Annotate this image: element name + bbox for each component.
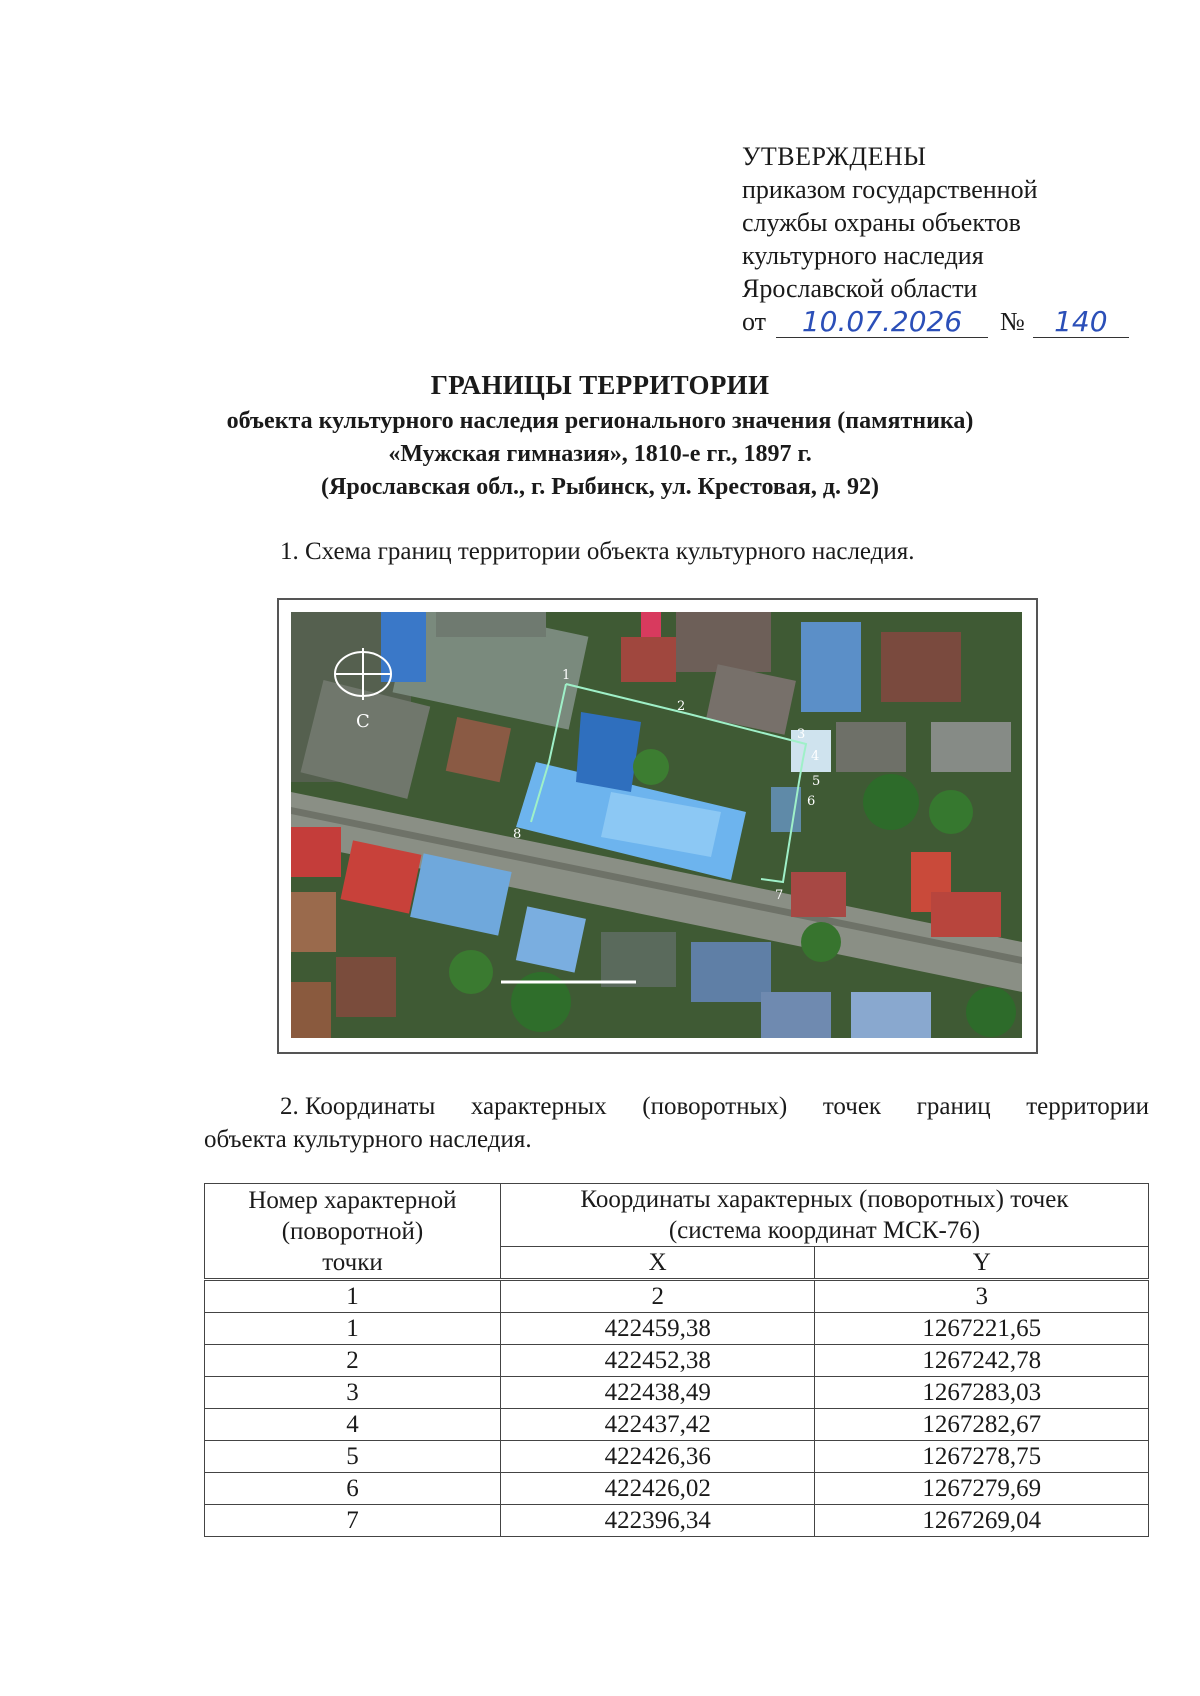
table-cell: 1267282,67 — [815, 1409, 1149, 1441]
table-cell: 422452,38 — [500, 1345, 815, 1377]
point-label: 1 — [562, 668, 571, 683]
table-cell: 1267278,75 — [815, 1441, 1149, 1473]
handwritten-number: 140 — [1033, 307, 1129, 338]
approval-line: культурного наследия — [742, 241, 984, 270]
section-2-word: территории — [1026, 1093, 1149, 1120]
table-row — [205, 1473, 1149, 1505]
approval-line: приказом государственной — [742, 175, 1038, 204]
table-cell: 2 — [500, 1280, 815, 1313]
table-cell: 2 — [205, 1345, 501, 1377]
table-row — [205, 1505, 1149, 1537]
point-label: 7 — [775, 888, 784, 903]
number-prefix: № — [1000, 307, 1025, 336]
point-label: 3 — [797, 727, 806, 742]
table-cell: 422437,42 — [500, 1409, 815, 1441]
table-cell: 422396,34 — [500, 1505, 815, 1537]
document-subtitle-line: «Мужская гимназия», 1810-е гг., 1897 г. — [388, 441, 812, 467]
section-2-heading-line1 — [280, 1093, 1149, 1121]
point-label: 5 — [812, 774, 821, 789]
table-cell: 1267242,78 — [815, 1345, 1149, 1377]
approval-line: службы охраны объектов — [742, 208, 1021, 237]
date-prefix: от — [742, 307, 767, 336]
satellite-map — [291, 612, 1022, 1038]
section-2-word: (поворотных) — [642, 1093, 788, 1120]
header-coordinates — [500, 1184, 1148, 1247]
approval-block — [742, 140, 1142, 338]
table-cell: 1267283,03 — [815, 1377, 1149, 1409]
table-cell: 422459,38 — [500, 1313, 815, 1345]
table-cell: 422426,36 — [500, 1441, 815, 1473]
north-label: С — [356, 711, 370, 732]
section-2-word: характерных — [470, 1093, 607, 1120]
coordinates-table — [204, 1183, 1149, 1537]
table-cell: 1267221,65 — [815, 1313, 1149, 1345]
table-cell: 7 — [205, 1505, 501, 1537]
header-y: Y — [815, 1247, 1149, 1280]
table-cell: 3 — [205, 1377, 501, 1409]
table-cell: 1267279,69 — [815, 1473, 1149, 1505]
section-2-word: точек — [822, 1093, 882, 1120]
approval-line: Ярославской области — [742, 274, 978, 303]
section-2-word: границ — [916, 1093, 991, 1120]
table-cell: 422438,49 — [500, 1377, 815, 1409]
table-cell: 1267269,04 — [815, 1505, 1149, 1537]
table-row — [205, 1409, 1149, 1441]
document-subtitle-line: (Ярославская обл., г. Рыбинск, ул. Крестовая, д. 92) — [321, 474, 879, 500]
header-point-number — [205, 1184, 501, 1280]
table-header-row — [205, 1184, 1149, 1247]
document-subtitle-line: объекта культурного наследия регионального значения (памятника) — [226, 408, 974, 434]
table-row — [205, 1441, 1149, 1473]
approval-date-number-line — [742, 305, 1142, 338]
point-label: 4 — [811, 749, 820, 764]
section-1-heading: 1. Схема границ территории объекта культурного наследия. — [280, 538, 915, 565]
header-text: Номер характерной — [248, 1186, 457, 1214]
section-2-heading-line2: объекта культурного наследия. — [204, 1126, 532, 1153]
table-cell: 1 — [205, 1313, 501, 1345]
table-cell: 6 — [205, 1473, 501, 1505]
point-label: 8 — [513, 827, 522, 842]
table-cell: 3 — [815, 1280, 1149, 1313]
satellite-map-image — [291, 612, 1022, 1038]
table-cell: 1 — [205, 1280, 501, 1313]
table-row — [205, 1345, 1149, 1377]
section-2-word: 2. Координаты — [280, 1093, 436, 1120]
point-label: 6 — [807, 794, 816, 809]
header-text: (поворотной) — [281, 1217, 424, 1245]
document-title: ГРАНИЦЫ ТЕРРИТОРИИ — [430, 370, 770, 400]
table-row — [205, 1377, 1149, 1409]
table-cell: 422426,02 — [500, 1473, 815, 1505]
header-text: точки — [322, 1248, 383, 1276]
approval-heading: УТВЕРЖДЕНЫ — [742, 142, 927, 171]
table-numbering-row — [205, 1280, 1149, 1313]
table-cell: 5 — [205, 1441, 501, 1473]
point-label: 2 — [677, 699, 686, 714]
header-x: X — [500, 1247, 815, 1280]
header-text: Координаты характерных (поворотных) точек — [580, 1186, 1069, 1213]
boundary-scheme-frame — [277, 598, 1038, 1054]
header-text: (система координат МСК-76) — [668, 1217, 981, 1244]
table-row — [205, 1313, 1149, 1345]
table-cell: 4 — [205, 1409, 501, 1441]
handwritten-date: 10.07.2026 — [776, 307, 988, 338]
